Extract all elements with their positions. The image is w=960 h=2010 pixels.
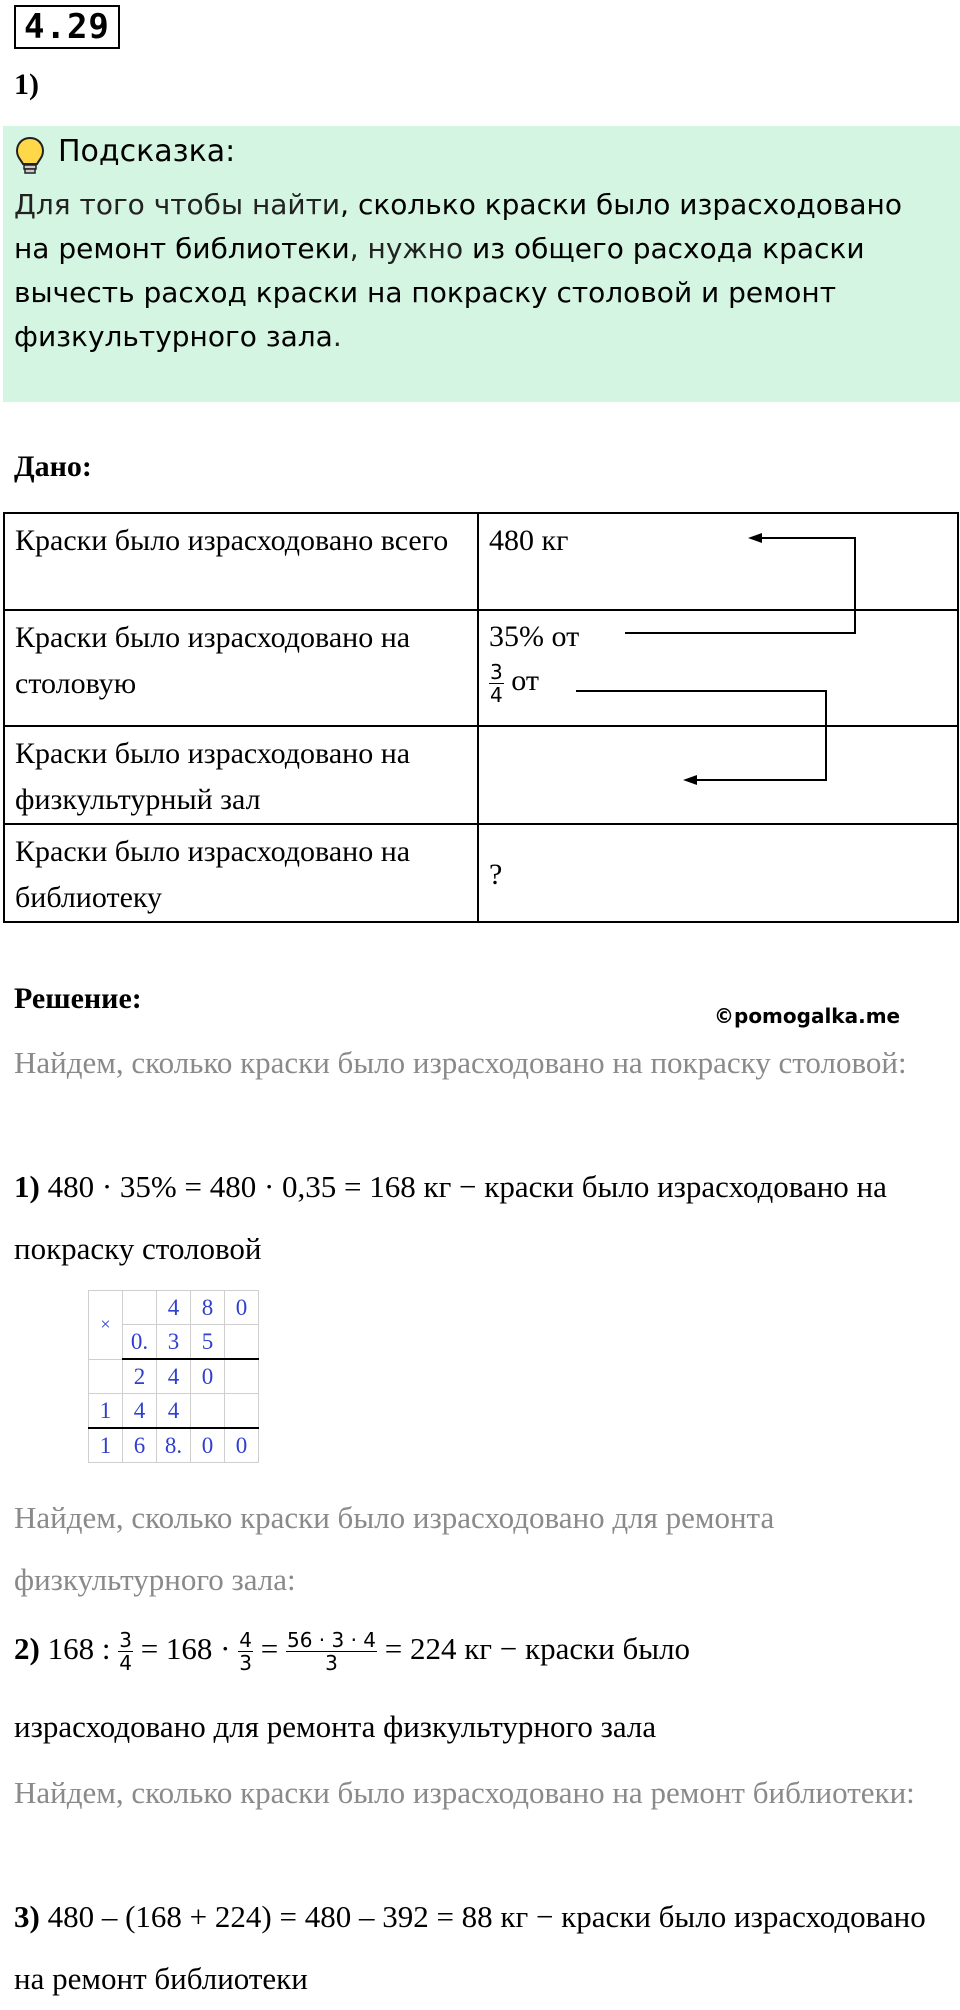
mult-cell: 8 [191,1291,225,1325]
watermark: ©pomogalka.me [714,1004,901,1028]
given-label: Краски было израсходовано всего [4,513,478,610]
solution-title: Решение: [14,982,142,1015]
fraction: $\frac{3}{4}$ [119,1628,132,1676]
mult-cell: 0 [225,1291,259,1325]
step1-intro: Найдем, сколько краски было израсходовано на покраску столовой: [14,1045,907,1080]
mult-cell: 5 [191,1325,225,1360]
given-title: Дано: [14,450,92,483]
mult-cell: 1 [89,1428,123,1463]
arrows [0,0,960,1000]
given-label: Краски было израсходовано на библиотеку [4,824,478,922]
table-row [89,1394,259,1429]
given-value: ? [478,824,958,922]
given-value-percent: 35% от [489,620,580,653]
given-label: Краски было израсходовано на физкультурный зал [4,726,478,824]
mult-cell [225,1359,259,1394]
part-label: 1) [14,68,39,101]
step3-intro: Найдем, сколько краски было израсходовано на ремонт библиотеки: [14,1775,915,1810]
step2-intro: Найдем, сколько краски было израсходовано для ремонта физкультурного зала: [14,1500,775,1597]
mult-cell: 0 [191,1359,225,1394]
mult-cell [225,1394,259,1429]
arrow-fraction-to-gym [576,691,826,780]
mult-cell [225,1325,259,1360]
table-row [89,1428,259,1463]
arrowhead-icon [748,533,762,543]
step2-expression: 2) 168 : $\frac{3}{4}$ = 168 · $\frac{4}{3}$ = $\frac{56 \cdot 3 \cdot 4}{3}$ = 224 кг − краски было [14,1628,691,1676]
table-row [89,1359,259,1394]
hint-title: Подсказка: [58,134,236,169]
mult-cell [89,1359,123,1394]
mult-cell: 4 [157,1359,191,1394]
step1-expression: 1) 480 · 35% = 480 · 0,35 = 168 кг − краски было израсходовано на покраску столовой [14,1169,887,1266]
mult-cell: 6 [123,1428,157,1463]
arrowhead-icon [683,775,697,785]
mult-cell: 2 [123,1359,157,1394]
fraction: $\frac{56 \cdot 3 \cdot 4}{3}$ [286,1628,377,1676]
given-value: 480 кг [478,513,958,610]
step2-continuation: израсходовано для ремонта физкультурного зала [14,1709,657,1744]
table-row [89,1291,259,1325]
mult-cell [123,1291,157,1325]
mult-cell [191,1394,225,1429]
hint-text: Для того чтобы найти, сколько краски было израсходовано на ремонт библиотеки, нужно из общего расхода краски вычесть расход краски на покраску столовой и ремонт физкультурного зала. [14,188,902,353]
fraction: $\frac{3}{4}$ [490,659,503,707]
mult-cell: 0. [123,1325,157,1360]
mult-cell: 1 [89,1394,123,1429]
mult-cell: 4 [157,1394,191,1429]
given-label: Краски было израсходовано на столовую [4,610,478,726]
fraction: $\frac{4}{3}$ [239,1628,252,1676]
mult-cell: 4 [157,1291,191,1325]
arrow-percent-to-total [625,538,855,633]
mult-cell: 0 [225,1428,259,1463]
mult-cell: 0 [191,1428,225,1463]
problem-number: 4.29 [14,5,120,49]
mult-cell: 4 [123,1394,157,1429]
multiplication-table [88,1290,259,1463]
given-value-fraction-of: от [511,664,539,697]
mult-cell: 8. [157,1428,191,1463]
mult-cell: 3 [157,1325,191,1360]
mult-cell: × [89,1291,123,1360]
step3-expression: 3) 480 – (168 + 224) = 480 – 392 = 88 кг − краски было израсходовано на ремонт библиотеки [14,1899,926,1996]
